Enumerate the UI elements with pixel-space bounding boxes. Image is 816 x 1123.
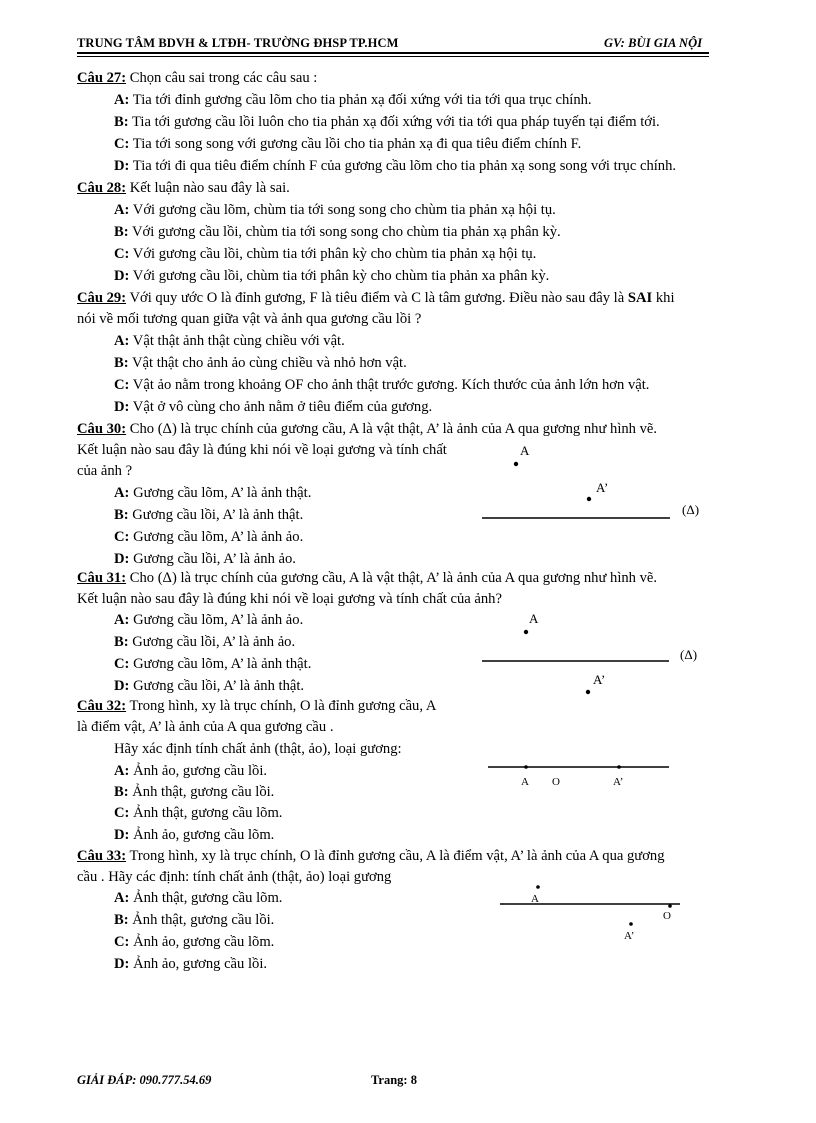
question-text: Chọn câu sai trong các câu sau : xyxy=(129,70,318,86)
question-text-line2: cầu . Hãy các định: tính chất ảnh (thật, ảo) loại gương xyxy=(77,869,392,885)
option-a: A: Với gương cầu lõm, chùm tia tới song song cho chùm tia phản xạ hội tụ. xyxy=(114,202,556,218)
question-text: Cho (Δ) là trục chính của gương cầu, A là vật thật, A’ là ảnh của A qua gương như hình vẽ. xyxy=(129,421,658,437)
option-d: D: Với gương cầu lồi, chùm tia tới phân kỳ cho chùm tia phản xa phân kỳ. xyxy=(114,268,550,284)
option-a: A: Ảnh thật, gương cầu lõm. xyxy=(114,890,283,906)
point-a xyxy=(536,885,540,889)
question-31 xyxy=(77,570,657,587)
point-o xyxy=(668,904,672,908)
footer-contact: GIẢI ĐÁP: 090.777.54.69 xyxy=(77,1073,212,1087)
figure-q30 xyxy=(470,438,710,528)
label-a: A xyxy=(521,776,529,788)
question-text-line2: Kết luận nào sau đây là đúng khi nói về loại gương và tính chất xyxy=(77,442,447,458)
option-b: B: Với gương cầu lồi, chùm tia tới song song cho chùm tia phản xạ phân kỳ. xyxy=(114,224,561,240)
axis-label: (Δ) xyxy=(682,502,700,517)
point-a-prime xyxy=(586,690,590,694)
option-c: C: Gương cầu lõm, A’ là ảnh thật. xyxy=(114,656,312,672)
header-title: TRUNG TÂM BDVH & LTĐH- TRƯỜNG ĐHSP TP.HCM xyxy=(77,36,399,50)
question-30 xyxy=(77,421,657,438)
question-label: Câu 32: xyxy=(77,698,127,714)
option-c: C: Ảnh ảo, gương cầu lõm. xyxy=(114,934,275,950)
figure-q33 xyxy=(490,880,690,945)
question-27 xyxy=(77,70,317,87)
question-text: Kết luận nào sau đây là sai. xyxy=(129,180,290,196)
option-c: C: Vật ảo nằm trong khoảng OF cho ảnh thật trước gương. Kích thước của ảnh lớn hơn vật. xyxy=(114,377,650,393)
axis-label: (Δ) xyxy=(680,647,698,662)
page-number: Trang: 8 xyxy=(371,1073,417,1087)
option-a: A: Gương cầu lõm, A’ là ảnh ảo. xyxy=(114,612,304,628)
point-a-prime xyxy=(617,765,621,769)
point-a xyxy=(524,630,528,634)
label-a: A xyxy=(529,611,539,626)
question-label: Câu 29: xyxy=(77,290,127,306)
label-a: A xyxy=(520,443,530,458)
option-d: D: Tia tới đi qua tiêu điểm chính F của gương cầu lõm cho tia phản xạ song song với trục chính. xyxy=(114,158,677,174)
question-text: Cho (Δ) là trục chính của gương cầu, A là vật thật, A’ là ảnh của A qua gương như hình vẽ. xyxy=(129,570,658,586)
option-d: D: Ảnh ảo, gương cầu lồi. xyxy=(114,956,268,972)
question-text-line2: là điểm vật, A’ là ảnh của A qua gương cầu . xyxy=(77,719,334,735)
option-b: B: Vật thật cho ảnh ảo cùng chiều và nhỏ hơn vật. xyxy=(114,355,407,371)
point-a xyxy=(514,462,518,466)
option-c: C: Tia tới song song với gương cầu lồi cho tia phản xạ đi qua tiêu điểm chính F. xyxy=(114,136,582,152)
figure-q31 xyxy=(470,608,710,698)
label-a: A xyxy=(531,893,539,905)
question-label: Câu 28: xyxy=(77,180,127,196)
question-33 xyxy=(77,848,665,865)
question-text-line2: nói về mối tương quan giữa vật và ảnh qua gương cầu lồi ? xyxy=(77,311,422,327)
option-d: D: Ảnh ảo, gương cầu lõm. xyxy=(114,827,275,843)
label-o: O xyxy=(552,776,560,788)
question-text: Trong hình, xy là trục chính, O là đỉnh gương cầu, A là điểm vật, A’ là ảnh của A qua gương xyxy=(129,848,665,864)
point-a xyxy=(524,765,528,769)
header-rule-thin xyxy=(77,56,709,57)
question-text-line3: của ảnh ? xyxy=(77,463,133,479)
emphasis-sai: SAI xyxy=(627,290,653,306)
figure-q32 xyxy=(480,758,680,798)
option-d: D: Gương cầu lồi, A’ là ảnh ảo. xyxy=(114,551,296,567)
label-a-prime: A’ xyxy=(613,776,624,788)
option-a: A: Gương cầu lõm, A’ là ảnh thật. xyxy=(114,485,312,501)
option-c: C: Ảnh thật, gương cầu lõm. xyxy=(114,805,283,821)
option-b: B: Gương cầu lồi, A’ là ảnh ảo. xyxy=(114,634,296,650)
option-d: D: Vật ở vô cùng cho ảnh nằm ở tiêu điểm của gương. xyxy=(114,399,433,415)
point-a-prime xyxy=(587,497,591,501)
question-28 xyxy=(77,180,290,197)
label-o: O xyxy=(663,910,671,922)
option-b: B: Ảnh thật, gương cầu lồi. xyxy=(114,784,275,800)
label-a-prime: A’ xyxy=(596,480,609,495)
option-a: A: Ảnh ảo, gương cầu lồi. xyxy=(114,763,268,779)
question-label: Câu 31: xyxy=(77,570,127,586)
question-29: Câu 29: Với quy ước O là đỉnh gương, F là tiêu điểm và C là tâm gương. Điều nào sau đây là SAI khi xyxy=(77,290,675,306)
option-d: D: Gương cầu lồi, A’ là ảnh thật. xyxy=(114,678,305,694)
question-32 xyxy=(77,698,436,715)
header-rule xyxy=(77,52,709,54)
question-label: Câu 33: xyxy=(77,848,127,864)
option-c: C: Gương cầu lõm, A’ là ảnh ảo. xyxy=(114,529,304,545)
question-text-line2: Kết luận nào sau đây là đúng khi nói về loại gương và tính chất của ảnh? xyxy=(77,591,502,607)
question-text: Trong hình, xy là trục chính, O là đỉnh gương cầu, A xyxy=(129,698,437,714)
option-a: A: Vật thật ảnh thật cùng chiều với vật. xyxy=(114,333,345,349)
option-b: B: Gương cầu lồi, A’ là ảnh thật. xyxy=(114,507,304,523)
label-a-prime: A’ xyxy=(624,930,635,942)
question-label: Câu 30: xyxy=(77,421,127,437)
point-a-prime xyxy=(629,922,633,926)
option-a: A: Tia tới đỉnh gương cầu lõm cho tia phản xạ đối xứng với tia tới qua trục chính. xyxy=(114,92,592,108)
option-b: B: Ảnh thật, gương cầu lồi. xyxy=(114,912,275,928)
option-b: B: Tia tới gương cầu lồi luôn cho tia phản xạ đối xứng với tia tới qua pháp tuyến tại điểm tới. xyxy=(114,114,660,130)
option-c: C: Với gương cầu lồi, chùm tia tới phân kỳ cho chùm tia phản xạ hội tụ. xyxy=(114,246,537,262)
question-text-line3: Hãy xác định tính chất ảnh (thật, ảo), loại gương: xyxy=(114,741,402,757)
header-teacher: GV: BÙI GIA NỘI xyxy=(604,36,703,50)
label-a-prime: A’ xyxy=(593,672,606,687)
question-label: Câu 27: xyxy=(77,70,127,86)
